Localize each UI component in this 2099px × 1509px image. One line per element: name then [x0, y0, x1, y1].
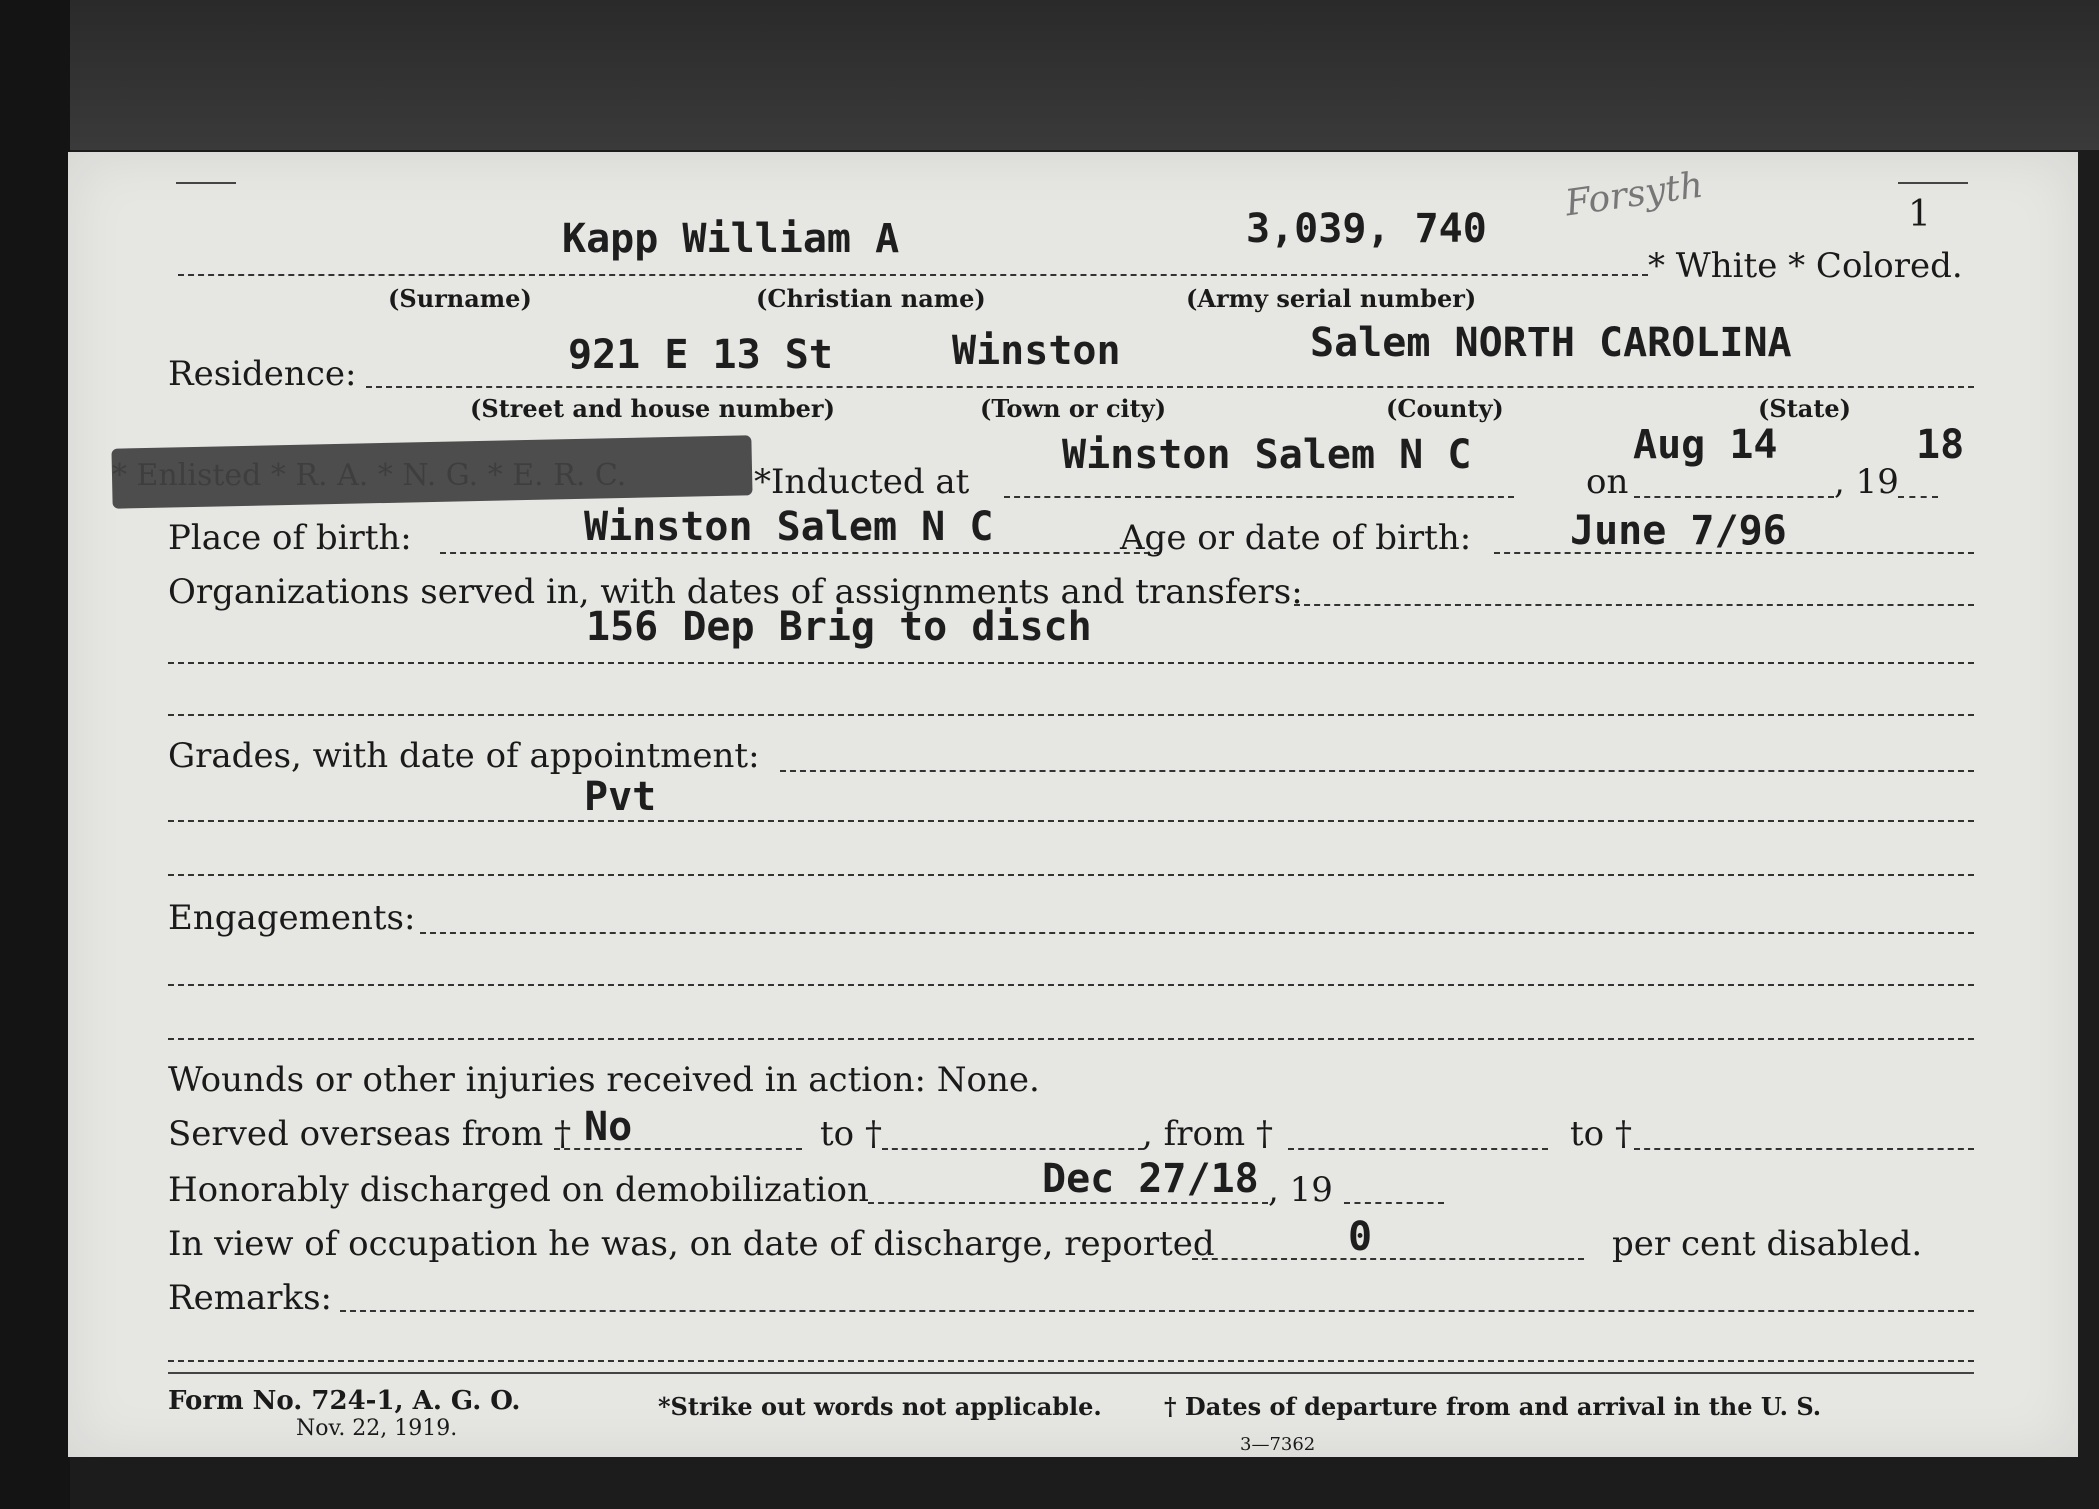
remarks-line-2 — [168, 1360, 1974, 1362]
disabled-line — [1192, 1258, 1584, 1260]
occupation-label: In view of occupation he was, on date of discharge, reported — [168, 1224, 1215, 1264]
disabled-value: 0 — [1348, 1214, 1373, 1260]
footer-rule — [168, 1372, 1974, 1374]
strike-note: *Strike out words not applicable. — [658, 1392, 1102, 1421]
service-record-card — [68, 152, 2078, 1457]
print-code: 3—7362 — [1240, 1434, 1316, 1455]
overseas-from-line — [554, 1148, 802, 1150]
page-number: 1 — [1908, 194, 1931, 235]
remarks-label: Remarks: — [168, 1278, 332, 1318]
overseas-from-line-2 — [1288, 1148, 1548, 1150]
inducted-place: Winston Salem N C — [1062, 432, 1472, 478]
discharge-date-line — [868, 1202, 1268, 1204]
county-handwritten: Forsyth — [1562, 164, 1706, 225]
date-of-birth: June 7/96 — [1570, 508, 1787, 554]
army-serial-number: 3,039, 740 — [1246, 206, 1487, 252]
organizations-line-2 — [168, 662, 1974, 664]
overseas-value: No — [584, 1104, 633, 1150]
form-number: Form No. 724-1, A. G. O. — [168, 1386, 521, 1416]
label-street: (Street and house number) — [470, 394, 835, 423]
residence-city: Winston — [952, 328, 1121, 374]
engagements-line-2 — [168, 984, 1974, 986]
organizations-value: 156 Dep Brig to disch — [586, 604, 1092, 650]
overseas-to-line-2 — [1634, 1148, 1974, 1150]
residence-label: Residence: — [168, 354, 357, 394]
residence-county-state: Salem NORTH CAROLINA — [1310, 320, 1792, 366]
race-options: * White * Colored. — [1648, 246, 1963, 286]
grades-value: Pvt — [584, 774, 657, 820]
overseas-to-line — [882, 1148, 1144, 1150]
organizations-line-3 — [168, 714, 1974, 716]
discharged-label: Honorably discharged on demobilization — [168, 1170, 869, 1210]
label-county: (County) — [1386, 394, 1504, 423]
discharge-year-line — [1344, 1202, 1444, 1204]
discharge-date: Dec 27/18 — [1042, 1156, 1259, 1202]
grades-line-1 — [780, 770, 1974, 772]
label-army-serial: (Army serial number) — [1186, 284, 1477, 313]
label-state: (State) — [1758, 394, 1852, 423]
wounds-label: Wounds or other injuries received in action: None. — [168, 1060, 1040, 1100]
redaction-bar — [111, 435, 752, 508]
place-of-birth-line — [440, 552, 1160, 554]
inducted-year-line — [1898, 496, 1938, 498]
form-date: Nov. 22, 1919. — [296, 1416, 458, 1441]
engagements-line-3 — [168, 1038, 1974, 1040]
inducted-on-label: on — [1586, 462, 1629, 502]
overseas-from-label-2: , from † — [1142, 1114, 1273, 1154]
inducted-date: Aug 14 — [1633, 422, 1778, 468]
engagements-line-1 — [420, 932, 1974, 934]
inducted-label: *Inducted at — [754, 462, 970, 502]
inducted-year: 18 — [1916, 422, 1965, 468]
soldier-name: Kapp William A — [562, 216, 900, 262]
inducted-date-line — [1634, 496, 1834, 498]
residence-line — [366, 386, 1974, 388]
overseas-to-label: to † — [820, 1114, 882, 1154]
overseas-to-label-2: to † — [1570, 1114, 1632, 1154]
disabled-label: per cent disabled. — [1612, 1224, 1923, 1264]
inducted-place-line — [1004, 496, 1514, 498]
place-of-birth: Winston Salem N C — [584, 504, 994, 550]
date-of-birth-line — [1494, 552, 1974, 554]
organizations-label: Organizations served in, with dates of assignments and transfers: — [168, 572, 1303, 612]
top-rule-right — [1898, 182, 1968, 184]
age-label: Age or date of birth: — [1120, 518, 1472, 558]
residence-street: 921 E 13 St — [568, 332, 833, 378]
name-line — [178, 274, 1648, 276]
overseas-label: Served overseas from † — [168, 1114, 572, 1154]
remarks-line-1 — [340, 1310, 1974, 1312]
discharge-year-prefix: , 19 — [1268, 1170, 1333, 1210]
top-rule-left — [176, 182, 236, 184]
grades-line-2 — [168, 820, 1974, 822]
place-of-birth-label: Place of birth: — [168, 518, 412, 558]
dates-note: † Dates of departure from and arrival in the U. S. — [1164, 1392, 1822, 1421]
scan-background-left — [0, 0, 70, 1509]
label-town: (Town or city) — [980, 394, 1167, 423]
label-surname: (Surname) — [388, 284, 532, 313]
engagements-label: Engagements: — [168, 898, 416, 938]
label-christian-name: (Christian name) — [756, 284, 986, 313]
organizations-line-1 — [1294, 604, 1974, 606]
inducted-year-prefix: , 19 — [1834, 462, 1899, 502]
grades-line-3 — [168, 874, 1974, 876]
scan-background-top — [0, 0, 2099, 150]
grades-label: Grades, with date of appointment: — [168, 736, 760, 776]
